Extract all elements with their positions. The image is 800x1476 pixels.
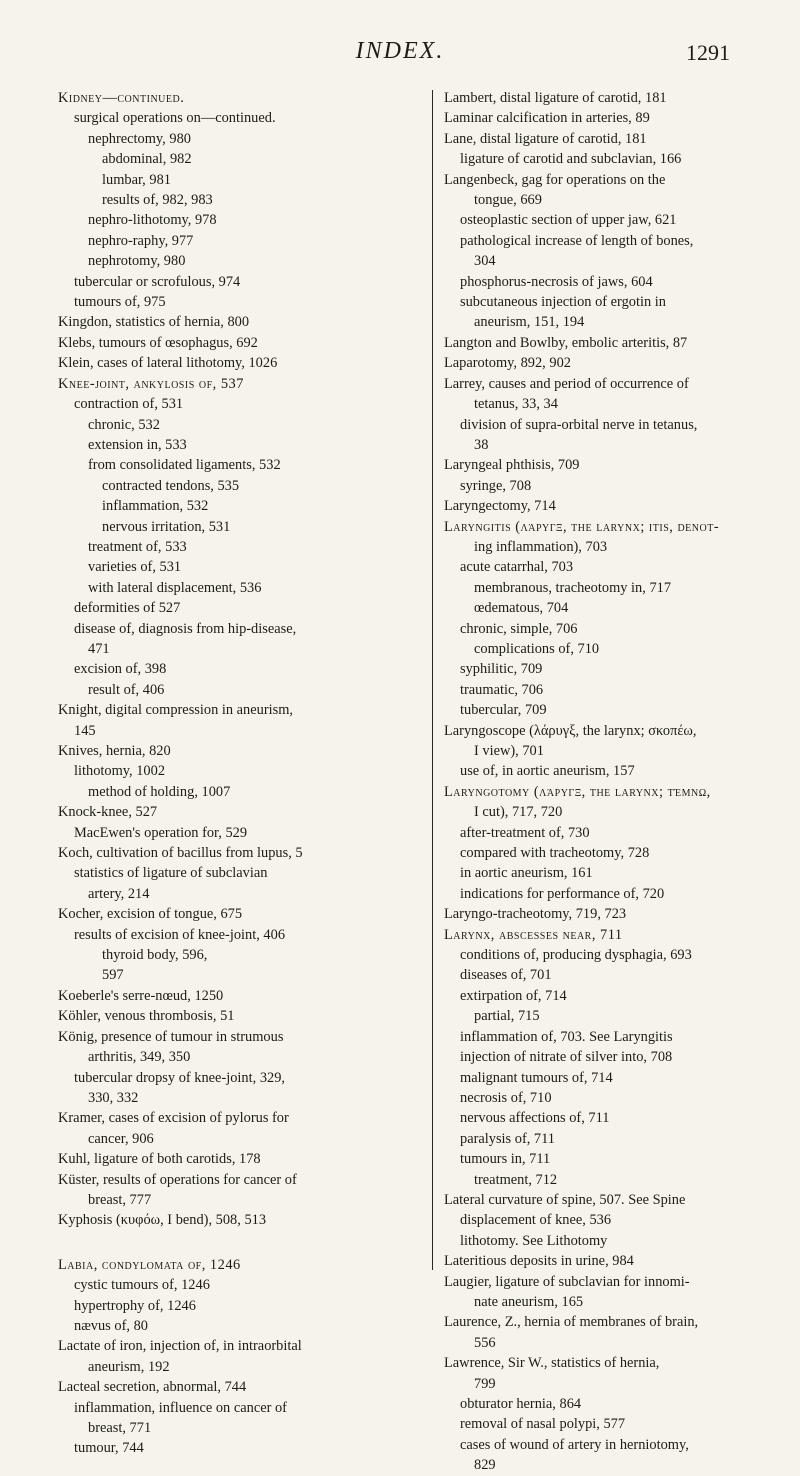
index-subentry: arthritis, 349, 350: [88, 1049, 191, 1066]
index-subentry: statistics of ligature of subclavian: [74, 865, 268, 882]
index-subentry: inflammation, influence on cancer of: [74, 1399, 287, 1416]
index-subentry: compared with tracheotomy, 728: [460, 845, 650, 862]
index-subentry: removal of nasal polypi, 577: [460, 1416, 626, 1433]
index-subentry: malignant tumours of, 714: [460, 1069, 613, 1086]
index-subentry: traumatic, 706: [460, 681, 544, 698]
index-subentry: treatment, 712: [474, 1171, 558, 1188]
index-subentry: 471: [88, 640, 110, 657]
index-subentry: nephro-raphy, 977: [88, 232, 194, 249]
index-entry: Laurence, Z., hernia of membranes of brain,: [444, 1314, 699, 1331]
index-subentry: lumbar, 981: [102, 171, 171, 188]
index-subentry: obturator hernia, 864: [460, 1396, 582, 1412]
index-subentry: 556: [474, 1334, 496, 1351]
index-subentry: aneurism, 192: [88, 1358, 170, 1375]
index-subentry: use of, in aortic aneurism, 157: [460, 763, 635, 780]
index-subentry: lithotomy. See Lithotomy: [460, 1232, 608, 1249]
index-entry: Laryngectomy, 714: [444, 498, 556, 515]
index-subentry: method of holding, 1007: [88, 783, 231, 800]
index-entry: Lactate of iron, injection of, in intraorbital: [58, 1338, 302, 1355]
index-entry: Kyphosis (κυφόω, I bend), 508, 513: [58, 1212, 267, 1229]
index-entry: Langton and Bowlby, embolic arteritis, 87: [444, 334, 688, 351]
index-subentry: ing inflammation), 703: [474, 538, 608, 555]
index-entry: Laryngoscope (λάρυγξ, the larynx; σκοπέω,: [444, 722, 697, 739]
index-subentry: excision of, 398: [74, 661, 167, 678]
column-divider: [432, 90, 433, 1270]
index-entry: Langenbeck, gag for operations on the: [444, 171, 666, 188]
index-subentry: nephro-lithotomy, 978: [88, 212, 217, 229]
index-subentry: deformities of 527: [74, 600, 181, 617]
index-subentry: acute catarrhal, 703: [460, 559, 574, 576]
index-subentry: 330, 332: [88, 1089, 139, 1106]
index-entry: Lane, distal ligature of carotid, 181: [444, 130, 647, 147]
index-subentry: indications for performance of, 720: [460, 885, 665, 902]
index-subentry: varieties of, 531: [88, 559, 182, 576]
section-gap: [58, 1231, 430, 1255]
index-entry: Knight, digital compression in aneurism,: [58, 702, 294, 719]
index-subentry: tumours in, 711: [460, 1151, 551, 1168]
index-subentry: breast, 771: [88, 1420, 152, 1436]
page-header: [0, 38, 800, 78]
index-subentry: tongue, 669: [474, 192, 542, 209]
index-entry: König, presence of tumour in strumous: [58, 1028, 284, 1045]
index-subentry: 304: [474, 253, 496, 270]
index-subentry: after-treatment of, 730: [460, 824, 590, 841]
index-subentry: nervous irritation, 531: [102, 518, 231, 535]
index-subentry: partial, 715: [474, 1008, 540, 1025]
index-entry: Labia, condylomata of, 1246: [58, 1256, 241, 1273]
index-entry: Larynx, abscesses near, 711: [444, 926, 623, 943]
index-subentry: nervous affections of, 711: [460, 1110, 610, 1127]
index-subentry: with lateral displacement, 536: [88, 579, 262, 596]
index-entry: Kuhl, ligature of both carotids, 178: [58, 1151, 261, 1168]
index-entry: Küster, results of operations for cancer of: [58, 1171, 297, 1188]
index-subentry: syringe, 708: [460, 477, 532, 494]
index-subentry: nephrotomy, 980: [88, 253, 186, 270]
index-subentry: hypertrophy of, 1246: [74, 1297, 196, 1314]
index-entry: Köhler, venous thrombosis, 51: [58, 1008, 235, 1025]
index-subentry: contracted tendons, 535: [102, 477, 240, 494]
index-subentry: cases of wound of artery in herniotomy,: [460, 1436, 689, 1453]
index-subentry: breast, 777: [88, 1191, 152, 1208]
index-subentry: nate aneurism, 165: [474, 1293, 584, 1310]
index-entry: Laryngitis (λάρυγξ, the larynx; itis, denot-: [444, 518, 720, 535]
index-entry: Knock-knee, 527: [58, 804, 158, 821]
index-subentry: treatment of, 533: [88, 538, 187, 555]
index-subentry: tumour, 744: [74, 1440, 144, 1457]
index-entry: Lateral curvature of spine, 507. See Spine: [444, 1191, 686, 1208]
index-entry: Lambert, distal ligature of carotid, 181: [444, 90, 667, 106]
index-entry: Knee-joint, ankylosis of, 537: [58, 375, 244, 392]
index-subentry: MacEwen's operation for, 529: [74, 824, 248, 841]
index-entry: Laryngo-tracheotomy, 719, 723: [444, 906, 627, 923]
index-entry: Laminar calcification in arteries, 89: [444, 110, 650, 127]
index-subentry: nævus of, 80: [74, 1317, 148, 1334]
index-subentry: extirpation of, 714: [460, 987, 567, 1004]
index-subentry: tubercular or scrofulous, 974: [74, 273, 241, 290]
index-subentry: 38: [474, 436, 489, 453]
index-subentry: disease of, diagnosis from hip-disease,: [74, 620, 297, 637]
index-entry: Kingdon, statistics of hernia, 800: [58, 314, 250, 331]
index-subentry: diseases of, 701: [460, 967, 552, 984]
index-subentry: paralysis of, 711: [460, 1130, 555, 1147]
index-entry: Klein, cases of lateral lithotomy, 1026: [58, 355, 278, 372]
index-subentry: inflammation, 532: [102, 498, 209, 515]
index-subentry: tubercular, 709: [460, 702, 547, 719]
index-subentry: aneurism, 151, 194: [474, 314, 585, 331]
index-column-right: [444, 88, 774, 1476]
page-number: 1291: [686, 40, 730, 65]
index-subentry: results of excision of knee-joint, 406: [74, 926, 286, 943]
index-subentry: phosphorus-necrosis of jaws, 604: [460, 273, 653, 290]
index-subentry: abdominal, 982: [102, 151, 192, 168]
index-entry: Klebs, tumours of œsophagus, 692: [58, 334, 258, 351]
index-entry: Laryngotomy (λάρυγξ, the larynx; τέμνω,: [444, 783, 711, 800]
index-subentry: lithotomy, 1002: [74, 763, 166, 780]
index-entry: Kidney—continued.: [58, 90, 185, 106]
index-subentry: division of supra-orbital nerve in tetanus,: [460, 416, 698, 433]
index-subentry: contraction of, 531: [74, 396, 184, 413]
index-entry: Larrey, causes and period of occurrence of: [444, 375, 689, 392]
index-subentry: subcutaneous injection of ergotin in: [460, 294, 666, 311]
index-subentry: nephrectomy, 980: [88, 130, 191, 147]
index-subentry: 597: [102, 967, 124, 984]
index-subentry: œdematous, 704: [474, 600, 569, 617]
index-subentry: injection of nitrate of silver into, 708: [460, 1049, 673, 1066]
index-subentry: artery, 214: [88, 885, 150, 902]
index-entry: Koeberle's serre-nœud, 1250: [58, 987, 224, 1004]
index-entry: Koch, cultivation of bacillus from lupus, 5: [58, 845, 303, 862]
index-entry: Laryngeal phthisis, 709: [444, 457, 580, 474]
index-subentry: chronic, simple, 706: [460, 620, 578, 637]
index-entry: Kocher, excision of tongue, 675: [58, 906, 243, 923]
index-entry: Lawrence, Sir W., statistics of hernia,: [444, 1355, 660, 1372]
index-subentry: in aortic aneurism, 161: [460, 865, 593, 882]
index-subentry: syphilitic, 709: [460, 661, 543, 678]
index-subentry: osteoplastic section of upper jaw, 621: [460, 212, 677, 229]
index-subentry: tubercular dropsy of knee-joint, 329,: [74, 1069, 286, 1086]
index-entry: Laparotomy, 892, 902: [444, 355, 571, 372]
index-subentry: surgical operations on—continued.: [74, 110, 276, 127]
index-subentry: membranous, tracheotomy in, 717: [474, 579, 672, 596]
index-subentry: from consolidated ligaments, 532: [88, 457, 281, 474]
index-subentry: cancer, 906: [88, 1130, 154, 1147]
index-subentry: inflammation of, 703. See Laryngitis: [460, 1028, 673, 1045]
index-subentry: 145: [74, 722, 96, 739]
index-subentry: 799: [474, 1375, 496, 1392]
index-column-left: [58, 88, 430, 1459]
index-entry: Lateritious deposits in urine, 984: [444, 1253, 634, 1270]
index-subentry: thyroid body, 596,: [102, 947, 208, 964]
page-title: INDEX.: [355, 38, 445, 64]
index-entry: Kramer, cases of excision of pylorus for: [58, 1110, 289, 1127]
index-subentry: necrosis of, 710: [460, 1089, 552, 1106]
index-entry: Lacteal secretion, abnormal, 744: [58, 1379, 247, 1396]
index-subentry: chronic, 532: [88, 416, 160, 433]
index-subentry: conditions of, producing dysphagia, 693: [460, 947, 692, 964]
index-subentry: results of, 982, 983: [102, 192, 213, 209]
index-subentry: extension in, 533: [88, 436, 187, 453]
index-subentry: displacement of knee, 536: [460, 1212, 612, 1229]
index-subentry: cystic tumours of, 1246: [74, 1277, 210, 1294]
index-entry: Laugier, ligature of subclavian for innomi-: [444, 1273, 690, 1290]
index-subentry: I view), 701: [474, 743, 544, 759]
index-subentry: I cut), 717, 720: [474, 804, 563, 821]
index-subentry: ligature of carotid and subclavian, 166: [460, 151, 682, 168]
index-subentry: complications of, 710: [474, 640, 600, 657]
index-subentry: pathological increase of length of bones,: [460, 232, 694, 249]
index-subentry: tetanus, 33, 34: [474, 396, 558, 413]
index-subentry: 829: [474, 1457, 496, 1474]
index-subentry: tumours of, 975: [74, 294, 166, 311]
index-entry: Knives, hernia, 820: [58, 743, 171, 759]
index-subentry: result of, 406: [88, 681, 165, 698]
